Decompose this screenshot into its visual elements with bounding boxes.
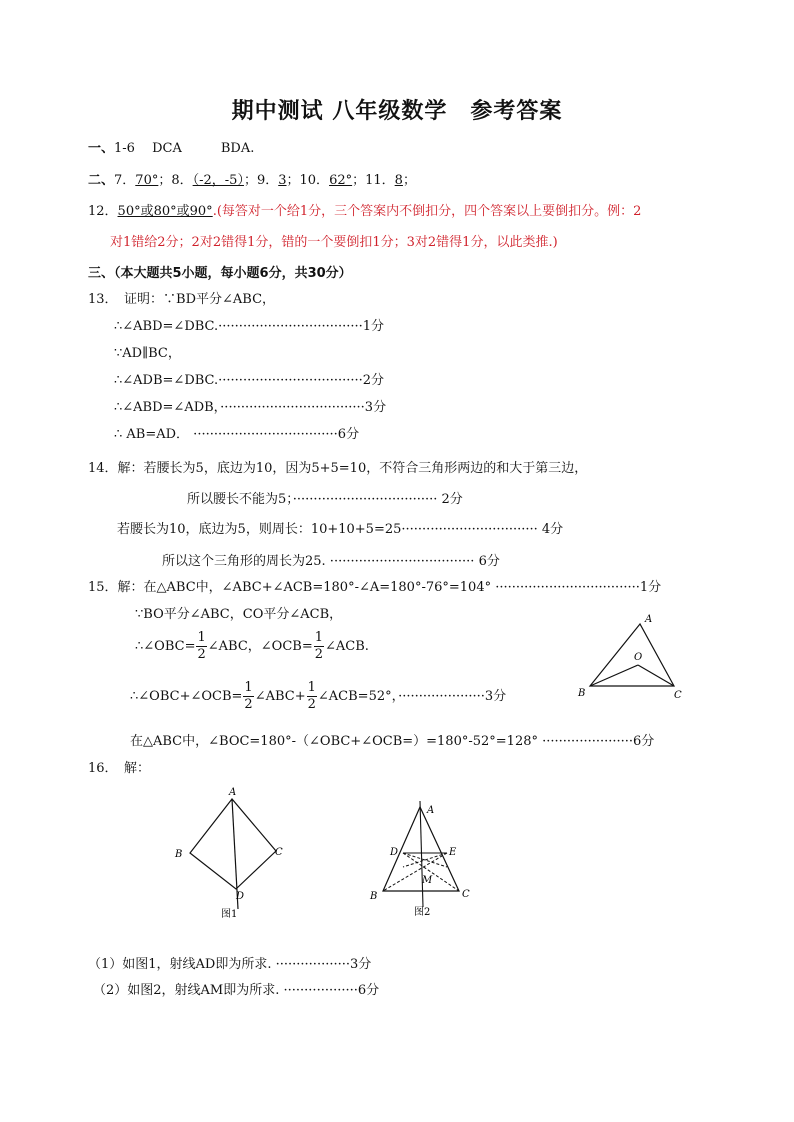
label-a: A [645, 614, 653, 625]
q13-line2: ∴∠ABD=∠DBC.···································1分 [114, 319, 385, 334]
q12-note-cont: 对1错给2分；2对2错得1分，错的一个要倒扣1分；3对2错得1分，以此类推.) [110, 235, 558, 250]
q7-answer: 70° [135, 173, 159, 188]
segment-bo [590, 665, 638, 686]
q13-line6: ∴ AB=AD． ···································6分 [114, 427, 360, 442]
q11-sep: ； [402, 173, 416, 188]
frac-den: 2 [314, 647, 323, 662]
q13-line4: ∴∠ADB=∠DBC.···································2分 [114, 373, 385, 388]
label-c: C [462, 889, 470, 900]
label-d: D [390, 847, 399, 858]
section-2-label: 二、 [88, 173, 115, 188]
q11-number: ；11． [352, 173, 395, 188]
q9-number: ；9． [243, 173, 279, 188]
frac-num: 1 [244, 680, 253, 695]
label-c: C [674, 690, 682, 701]
frac-num: 1 [197, 630, 206, 645]
label-a: A [427, 805, 435, 816]
q15-line2: ∵BO平分∠ABC，CO平分∠ACB， [135, 607, 343, 622]
q15-l4-part1: ∴∠OBC+∠OCB= [130, 689, 243, 704]
dashed-eb [383, 853, 447, 891]
frac-den: 2 [197, 647, 206, 662]
q15-line3 [135, 630, 369, 663]
label-o: O [634, 652, 643, 663]
section-3-header: 三、（本大题共5小题，每小题6分，共30分） [88, 266, 352, 281]
q15-triangle-figure [570, 612, 690, 704]
frac-num: 1 [314, 630, 323, 645]
section-1-label: 一、 [88, 141, 115, 156]
label-b: B [578, 688, 586, 699]
q16-answer-1: （1）如图1，射线AD即为所求. ··················3分 [88, 957, 372, 972]
q13-line3: ∵AD∥BC， [114, 346, 181, 361]
fraction-half [196, 630, 206, 663]
fraction-half [307, 680, 317, 713]
q15-l4-part3: ∠ACB=52°，·····················3分 [317, 689, 507, 704]
label-d: D [236, 891, 245, 902]
q15-line4 [130, 680, 506, 713]
q16-answer-2: （2）如图2，射线AM即为所求. ··················6分 [93, 983, 380, 998]
label-e: E [449, 847, 457, 858]
q7-number: 7． [114, 173, 136, 188]
q15-l3-part2: ∠ABC，∠OCB= [207, 639, 313, 654]
q15-line1: 15．解：在△ABC中，∠ABC+∠ACB=180°-∠A=180°-76°=104° ···································1分 [88, 580, 662, 595]
q12-number: 12． [88, 204, 118, 219]
triangle-abc [590, 624, 674, 686]
q10-answer: 62° [329, 173, 353, 188]
q14-line2: 所以腰长不能为5；··································· 2分 [187, 492, 463, 507]
q13-line5: ∴∠ABD=∠ADB，···································3分 [114, 400, 387, 415]
label-a: A [229, 787, 237, 798]
q16-figure-1 [170, 785, 300, 925]
q14-line3: 若腰长为10，底边为5，则周长：10+10+5=25································· 4分 [117, 522, 564, 537]
frac-den: 2 [307, 697, 316, 712]
label-b: B [370, 891, 378, 902]
page-title: 期中测试 八年级数学 参考答案 [231, 99, 563, 124]
caption-fig1: 图1 [221, 909, 238, 920]
label-c: C [275, 847, 283, 858]
section-1-text: 1-6 DCA BDA. [114, 141, 255, 156]
q9-answer: 3 [278, 173, 287, 188]
fraction-half [314, 630, 324, 663]
label-m: M [422, 875, 433, 886]
q8-answer: （-2，-5） [192, 173, 244, 188]
q12-answer: 50°或80°或90° [117, 204, 213, 219]
q15-line5: 在△ABC中，∠BOC=180°-（∠OBC+∠OCB=）=180°-52°=128° ······················6分 [130, 734, 655, 749]
section-2 [88, 169, 416, 188]
q12-note: .(每答对一个给1分，三个答案内不倒扣分，四个答案以上要倒扣分。例：2 [212, 204, 642, 219]
q15-l4-part2: ∠ABC+ [254, 689, 306, 704]
section-1 [88, 137, 254, 156]
q10-number: ；10． [286, 173, 330, 188]
frac-den: 2 [244, 697, 253, 712]
q11-answer: 8 [394, 173, 403, 188]
q16-figure-2 [365, 797, 485, 927]
q15-l3-part1: ∴∠OBC= [135, 639, 196, 654]
q14-line1: 14．解：若腰长为5，底边为10，因为5+5=10，不符合三角形两边的和大于第三边， [88, 461, 588, 476]
q12-line1 [88, 200, 641, 219]
fraction-half [243, 680, 253, 713]
q13-line1: 13． 证明：∵BD平分∠ABC， [88, 292, 276, 307]
q14-line4: 所以这个三角形的周长为25. ··································· 6分 [162, 554, 500, 569]
caption-fig2: 图2 [414, 907, 431, 918]
q15-l3-part3: ∠ACB. [325, 639, 369, 654]
label-b: B [175, 849, 183, 860]
q8-number: ；8． [158, 173, 193, 188]
q16-line1: 16． 解： [88, 761, 151, 776]
frac-num: 1 [307, 680, 316, 695]
